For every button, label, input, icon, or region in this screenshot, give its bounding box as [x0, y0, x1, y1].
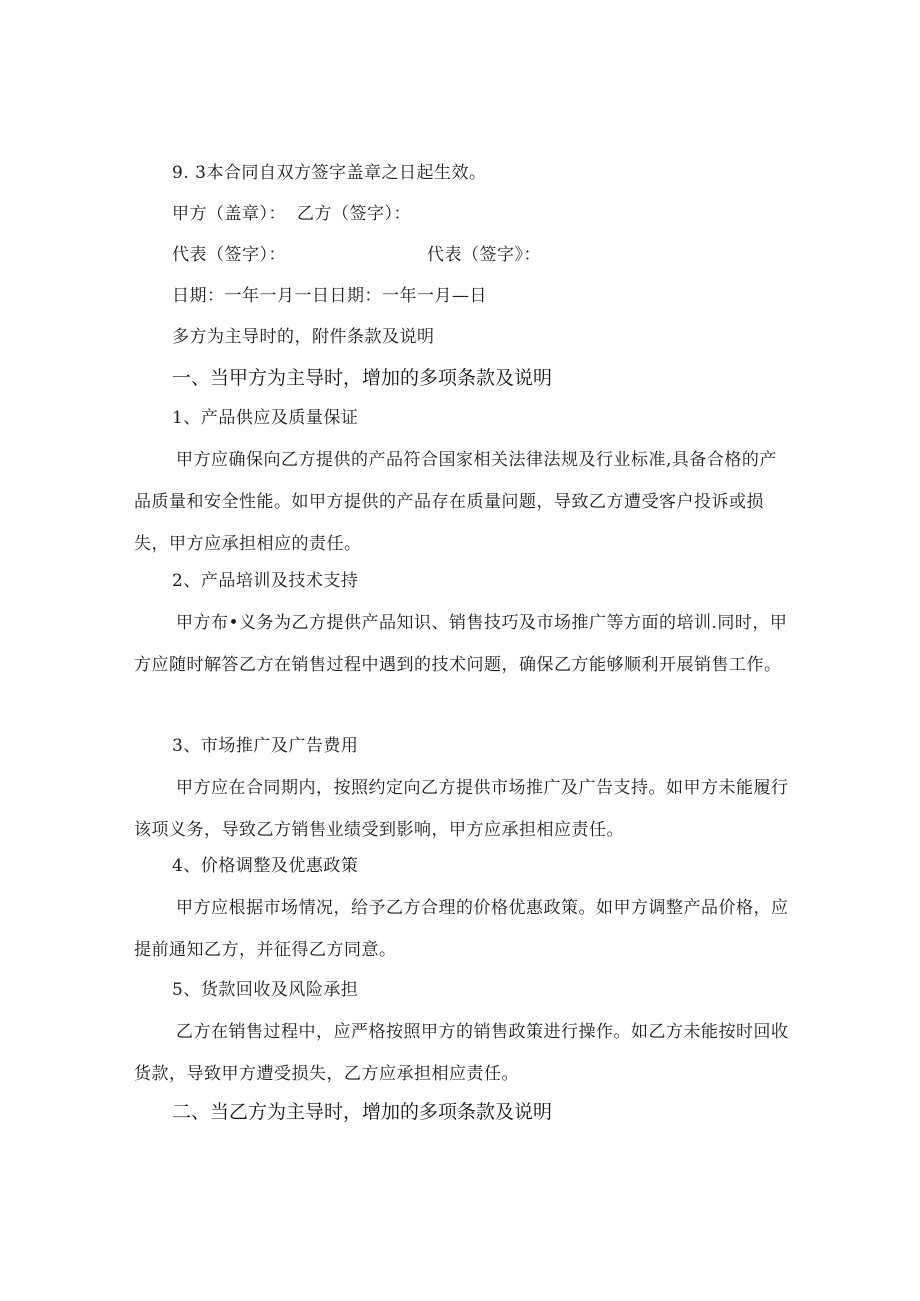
date-line: 日期：一年一月一日日期：一年一月—日	[172, 286, 487, 306]
party-a-seal-label: 甲方（盖章）：	[172, 204, 286, 224]
item-2-body: 甲方布•义务为乙方提供产品知识、销售技巧及市场推广等方面的培训.同时，甲方应随时解答乙方在销售过程中遇到的技术问题，确保乙方能够顺利开展销售工作。	[134, 613, 788, 675]
item-1-body: 甲方应确保向乙方提供的产品符合国家相关法律法规及行业标准,具备合格的产品质量和安全性能。如甲方提供的产品存在质量问题，导致乙方遭受客户投诉或损失，甲方应承担相应的责任。	[134, 450, 777, 554]
effective-clause: 9. 3本合同自双方签字盖章之日起生效。	[172, 163, 487, 183]
representative-a-label: 代表（签字）：	[172, 245, 286, 265]
section-one-heading: 一、当甲方为主导时，增加的多项条款及说明	[172, 367, 553, 389]
item-4-body: 甲方应根据市场情况，给予乙方合理的价格优惠政策。如甲方调整产品价格，应提前通知乙方，并征得乙方同意。	[134, 898, 789, 960]
item-3-body: 甲方应在合同期内，按照约定向乙方提供市场推广及广告支持。如甲方未能履行该项义务，导致乙方销售业绩受到影响，甲方应承担相应责任。	[134, 778, 789, 840]
item-5-body: 乙方在销售过程中，应严格按照甲方的销售政策进行操作。如乙方未能按时回收货款，导致甲方遭受损失，乙方应承担相应责任。	[134, 1022, 789, 1084]
section-two-heading: 二、当乙方为主导时，增加的多项条款及说明	[172, 1101, 553, 1123]
item-4-title: 4、价格调整及优惠政策	[172, 856, 359, 876]
item-2-title: 2、产品培训及技术支持	[172, 571, 359, 591]
representative-b-label: 代表（签字》：	[427, 245, 541, 265]
item-3-title: 3、市场推广及广告费用	[172, 736, 359, 756]
item-1-title: 1、产品供应及质量保证	[172, 408, 359, 428]
item-5-title: 5、货款回收及风险承担	[172, 980, 359, 1000]
appendix-title: 多方为主导时的，附件条款及说明	[172, 327, 435, 347]
party-b-sign-label: 乙方（签字）：	[297, 204, 411, 224]
